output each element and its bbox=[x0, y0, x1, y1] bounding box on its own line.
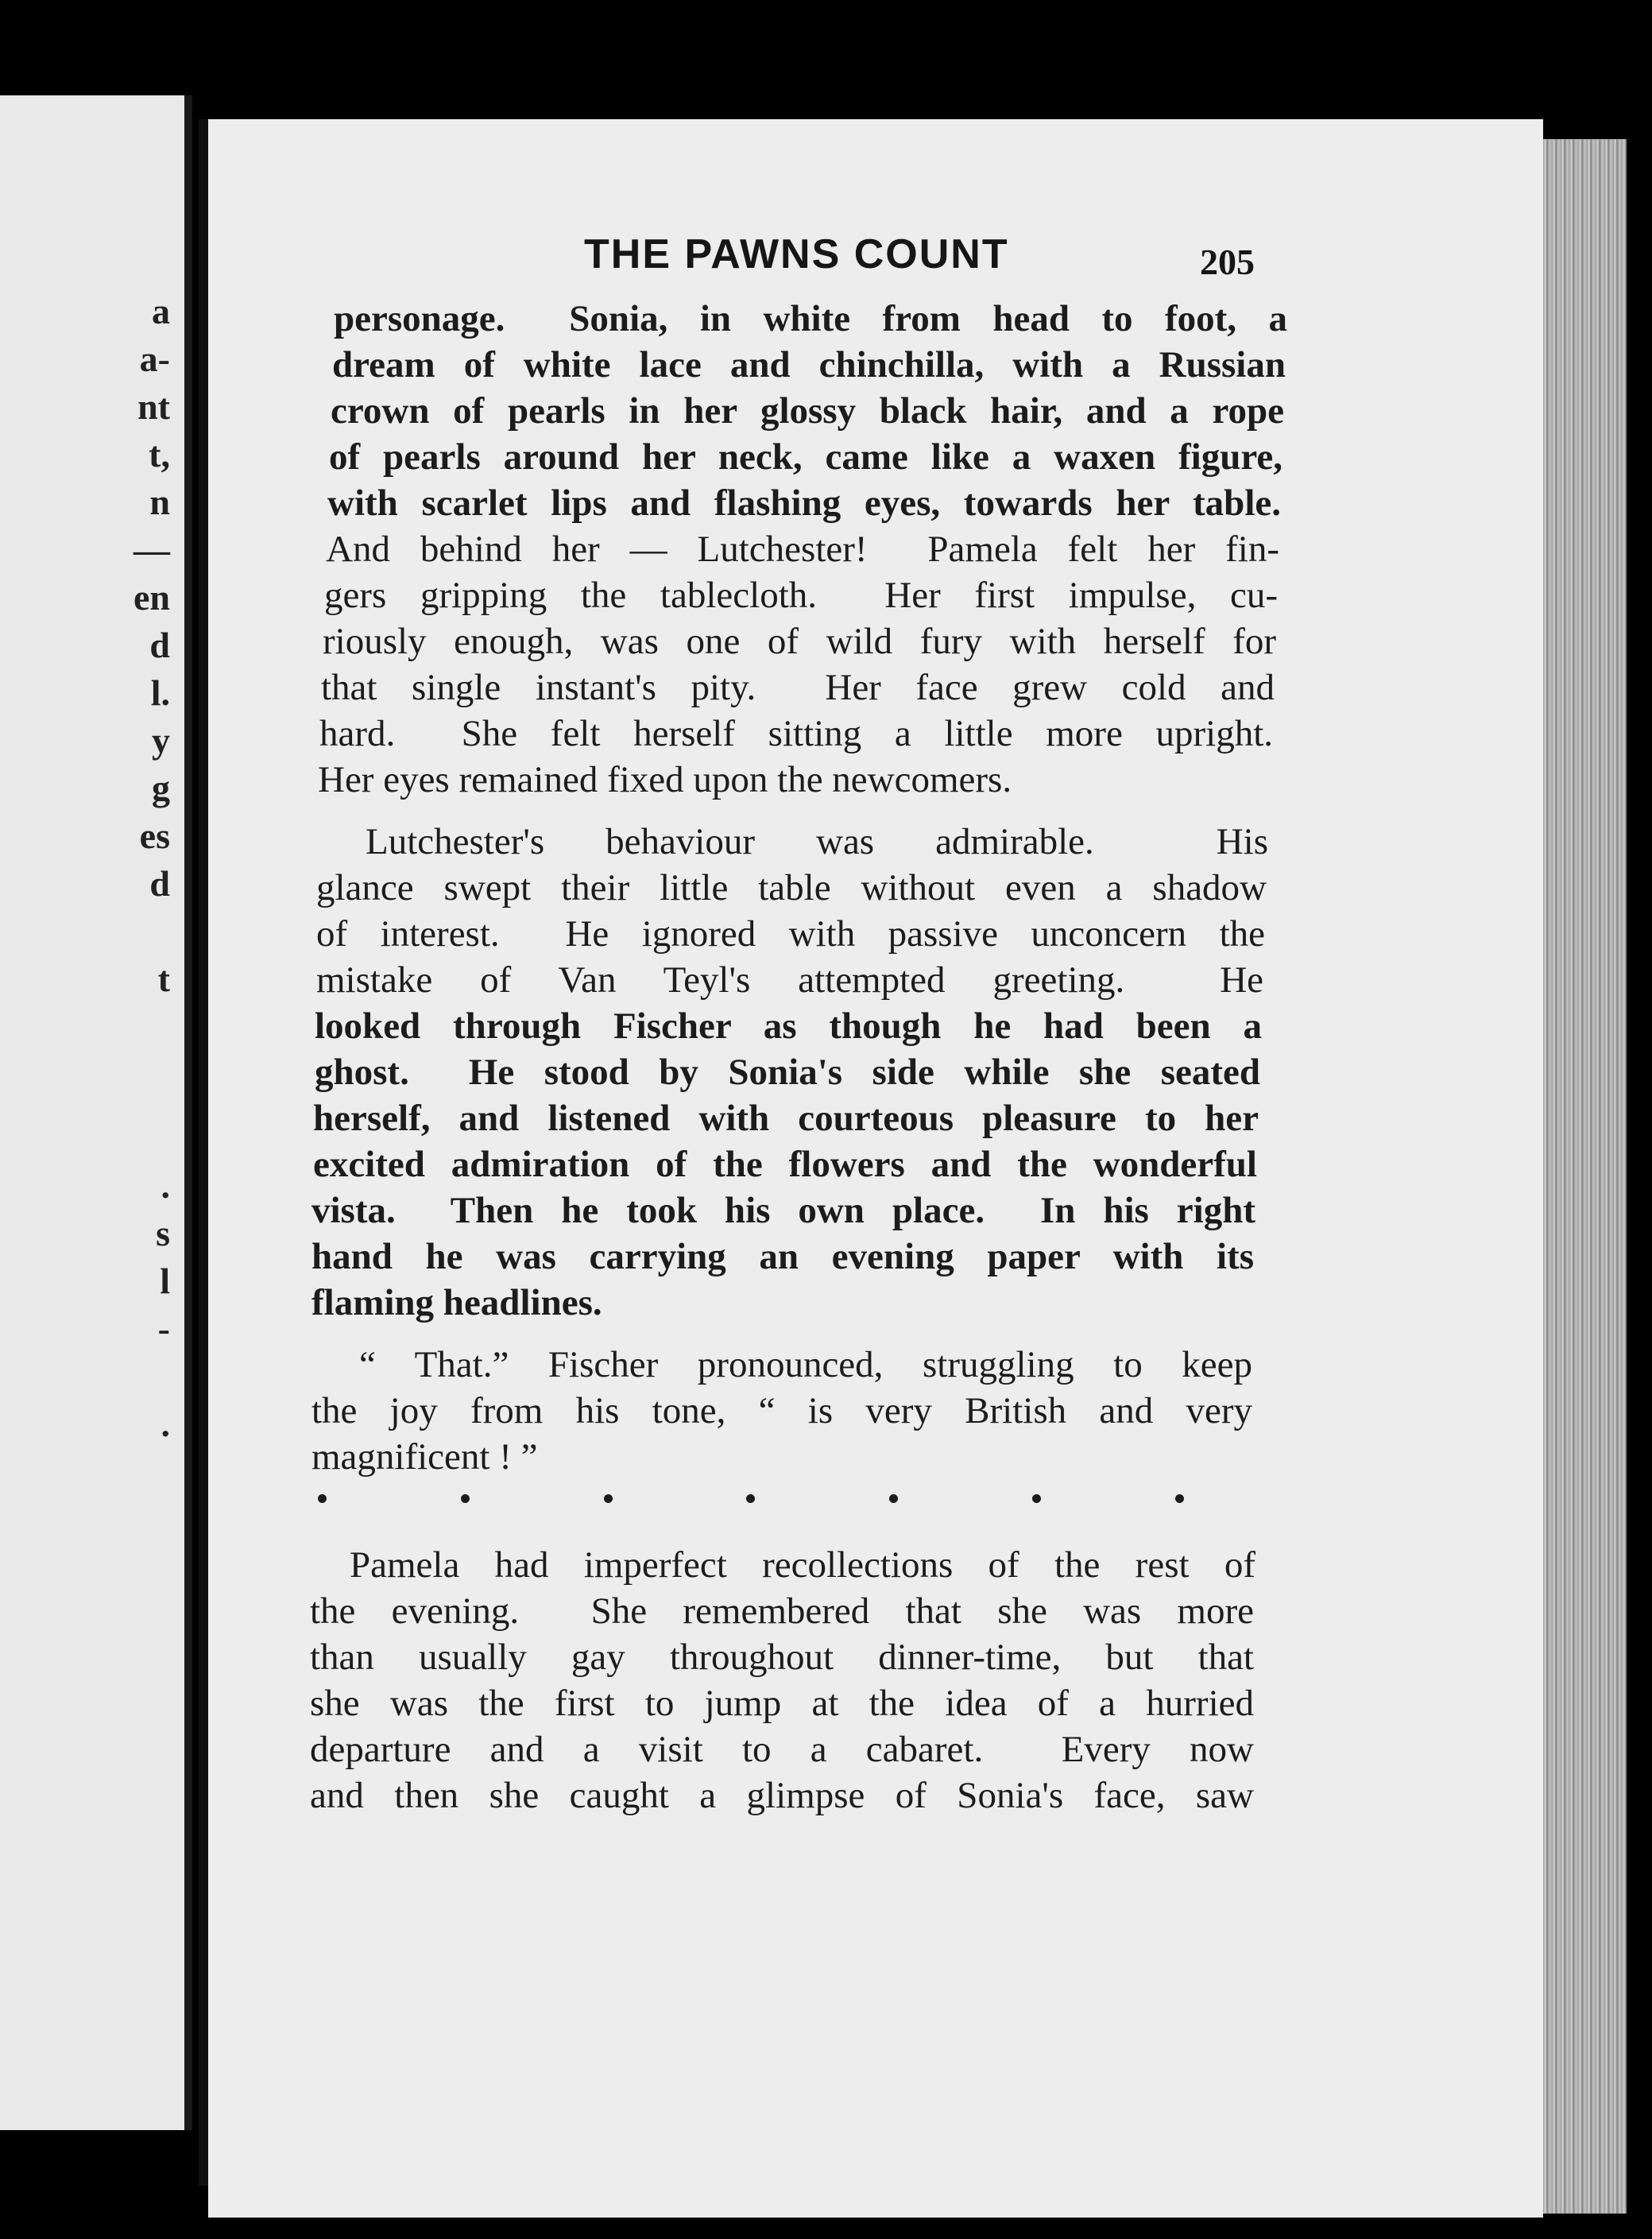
left-page-fragment: y bbox=[152, 720, 170, 761]
text-line: Pamela had imperfect recollections of the rest of bbox=[350, 1544, 1255, 1586]
left-page-fragment: t bbox=[157, 959, 170, 999]
section-break-dot bbox=[318, 1494, 327, 1503]
text-line: ghost. He stood by Sonia's side while she seated bbox=[315, 1052, 1260, 1093]
left-page-fragment: g bbox=[152, 768, 170, 808]
running-head: THE PAWNS COUNT bbox=[584, 231, 1009, 277]
text-line: flaming headlines. bbox=[311, 1282, 602, 1323]
text-line: Lutchester's behaviour was admirable. His bbox=[366, 821, 1268, 862]
section-break-dot bbox=[1032, 1494, 1041, 1503]
text-line: And behind her — Lutchester! Pamela felt her fin- bbox=[326, 529, 1279, 570]
text-line: herself, and listened with courteous pleasure to her bbox=[313, 1098, 1259, 1139]
text-line: that single instant's pity. Her face grew cold and bbox=[321, 667, 1275, 708]
text-line: excited admiration of the flowers and the wonderful bbox=[313, 1144, 1257, 1185]
text-line: riously enough, was one of wild fury with herself for bbox=[323, 621, 1276, 662]
left-page-fragment: . bbox=[161, 1165, 170, 1206]
left-page-fragment: — bbox=[133, 529, 170, 570]
text-line: looked through Fischer as though he had been a bbox=[315, 1005, 1262, 1047]
section-break-dot bbox=[461, 1494, 470, 1503]
page-edges bbox=[1543, 139, 1627, 2214]
left-page-fragment: a- bbox=[139, 339, 170, 379]
text-line: hard. She felt herself sitting a little more upright. bbox=[319, 713, 1273, 754]
text-line: departure and a visit to a cabaret. Every now bbox=[310, 1729, 1254, 1770]
text-line: vista. Then he took his own place. In his right bbox=[311, 1190, 1255, 1231]
text-line: the joy from his tone, “ is very British and very bbox=[311, 1390, 1252, 1431]
text-line: mistake of Van Teyl's attempted greeting. He bbox=[316, 959, 1263, 1001]
section-break-dot bbox=[1175, 1494, 1184, 1503]
section-break bbox=[318, 1494, 1184, 1503]
text-line: glance swept their little table without even a shadow bbox=[316, 867, 1267, 908]
text-line: Her eyes remained fixed upon the newcomers. bbox=[318, 759, 1012, 800]
text-line: with scarlet lips and flashing eyes, towards her table. bbox=[327, 482, 1281, 524]
text-line: personage. Sonia, in white from head to foot, a bbox=[334, 298, 1287, 339]
text-line: she was the first to jump at the idea of a hurried bbox=[310, 1683, 1254, 1724]
text-line: gers gripping the tablecloth. Her first impulse, cu- bbox=[324, 575, 1278, 616]
left-page-fragment: - bbox=[157, 1308, 170, 1349]
section-break-dot bbox=[889, 1494, 898, 1503]
left-page-fragment: d bbox=[149, 863, 170, 904]
text-line: dream of white lace and chinchilla, with a Russian bbox=[332, 344, 1286, 385]
text-line: of pearls around her neck, came like a waxen figure, bbox=[329, 436, 1283, 478]
text-line: crown of pearls in her glossy black hair, and a rope bbox=[331, 390, 1284, 432]
left-page-fragment: en bbox=[133, 577, 170, 618]
left-page-fragment: t, bbox=[149, 434, 170, 475]
left-page-fragment: es bbox=[139, 815, 170, 856]
text-line: magnificent ! ” bbox=[311, 1436, 538, 1478]
left-page-fragment: l bbox=[160, 1261, 170, 1301]
section-break-dot bbox=[746, 1494, 755, 1503]
text-line: the evening. She remembered that she was more bbox=[310, 1590, 1254, 1632]
section-break-dot bbox=[604, 1494, 613, 1503]
left-page-fragment: n bbox=[149, 482, 170, 522]
left-page-fragment: nt bbox=[137, 386, 170, 427]
left-page-fragment: a bbox=[152, 291, 170, 331]
text-line: and then she caught a glimpse of Sonia's face, saw bbox=[310, 1775, 1254, 1816]
left-page-fragment: . bbox=[161, 1404, 170, 1444]
text-line: hand he was carrying an evening paper with its bbox=[311, 1236, 1254, 1277]
left-page-fragment: s bbox=[156, 1213, 170, 1253]
left-page-edge bbox=[0, 95, 192, 2130]
text-line: than usually gay throughout dinner-time, but that bbox=[310, 1637, 1254, 1678]
left-page-fragment: d bbox=[149, 625, 170, 665]
page-number: 205 bbox=[1200, 242, 1255, 282]
left-page-fragment: l. bbox=[150, 672, 170, 713]
text-line: of interest. He ignored with passive unconcern the bbox=[316, 913, 1265, 955]
text-line: “ That.” Fischer pronounced, struggling to keep bbox=[359, 1344, 1252, 1385]
